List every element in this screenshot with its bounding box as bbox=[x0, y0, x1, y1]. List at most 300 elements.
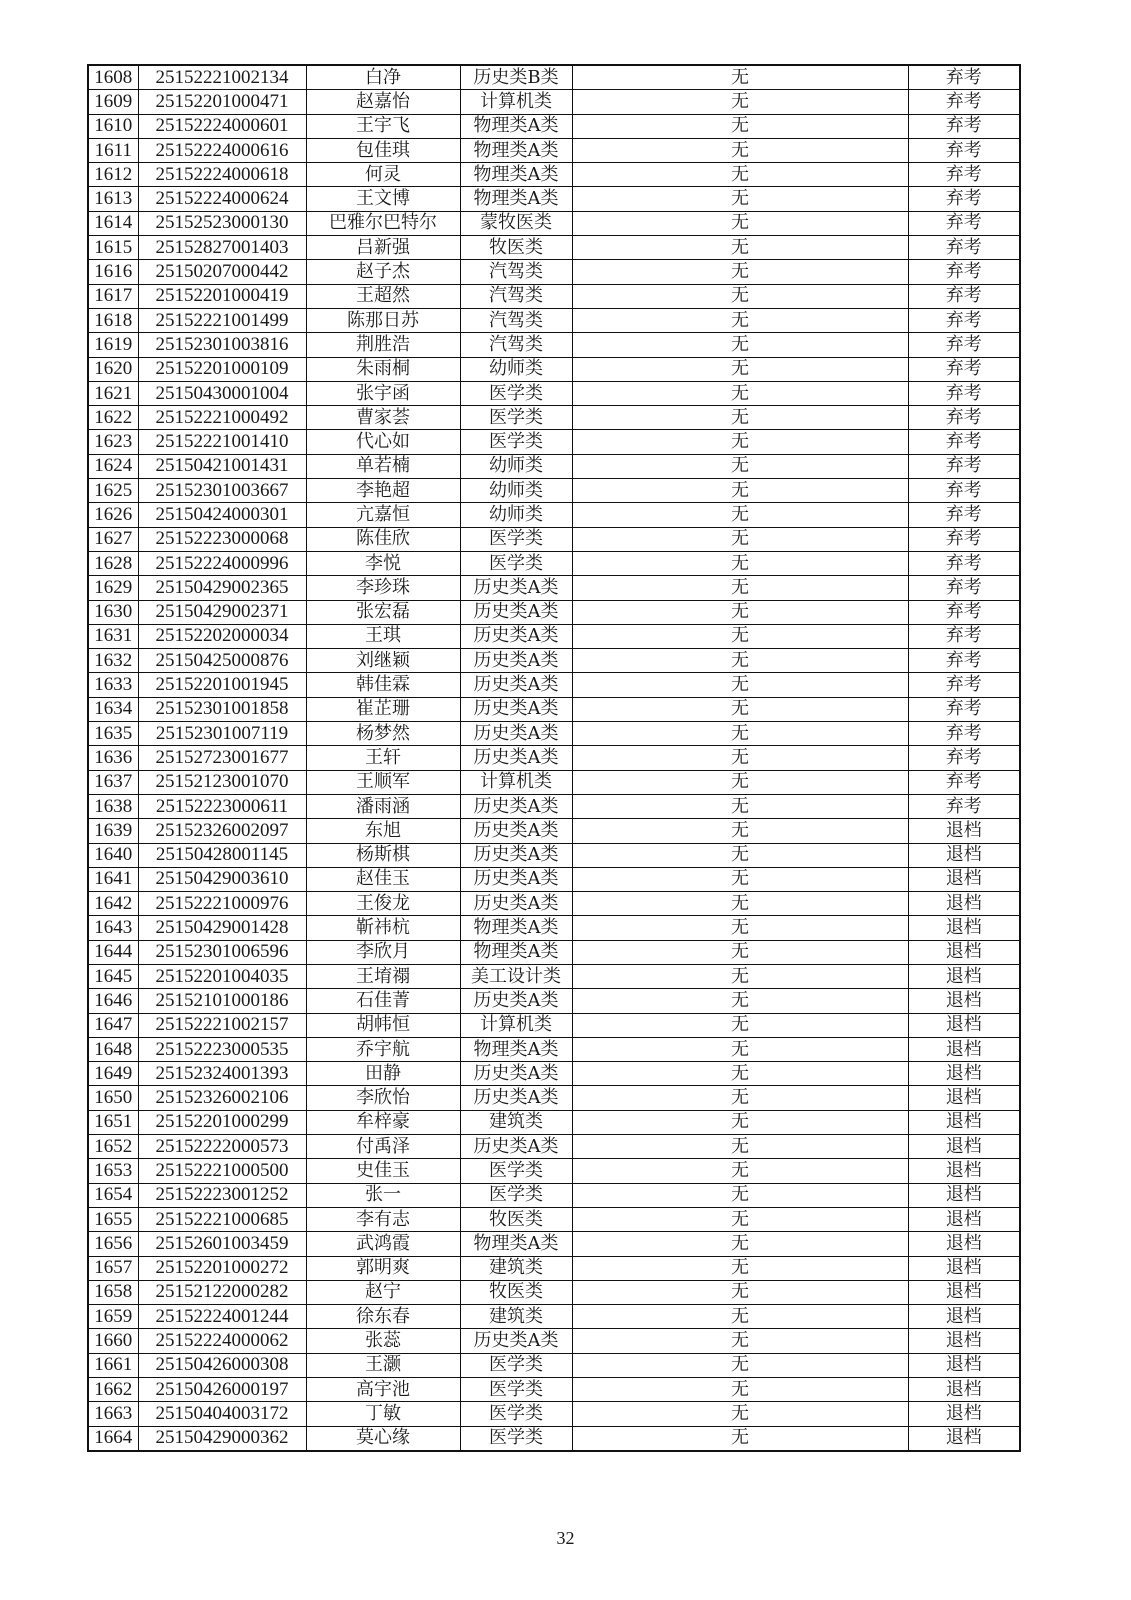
remark-cell: 无 bbox=[572, 624, 908, 648]
status-cell: 弃考 bbox=[908, 65, 1020, 90]
category-cell: 幼师类 bbox=[460, 357, 572, 381]
remark-cell: 无 bbox=[572, 114, 908, 138]
exam-id-cell: 25150404003172 bbox=[138, 1402, 306, 1426]
name-cell: 赵宁 bbox=[306, 1280, 460, 1304]
exam-id-cell: 25152224000062 bbox=[138, 1329, 306, 1353]
status-cell: 弃考 bbox=[908, 624, 1020, 648]
exam-id-cell: 25152202000034 bbox=[138, 624, 306, 648]
name-cell: 荆胜浩 bbox=[306, 333, 460, 357]
exam-id-cell: 25152326002097 bbox=[138, 819, 306, 843]
name-cell: 莫心缘 bbox=[306, 1426, 460, 1451]
status-cell: 弃考 bbox=[908, 406, 1020, 430]
table-row bbox=[88, 794, 1020, 818]
name-cell: 牟梓豪 bbox=[306, 1110, 460, 1134]
table-row bbox=[88, 479, 1020, 503]
exam-id-cell: 25150429002371 bbox=[138, 600, 306, 624]
status-cell: 退档 bbox=[908, 1037, 1020, 1061]
row-number-cell: 1638 bbox=[88, 794, 138, 818]
exam-id-cell: 25152224000624 bbox=[138, 187, 306, 211]
name-cell: 史佳玉 bbox=[306, 1159, 460, 1183]
table-row bbox=[88, 1086, 1020, 1110]
row-number-cell: 1645 bbox=[88, 964, 138, 988]
name-cell: 王文博 bbox=[306, 187, 460, 211]
exam-id-cell: 25152223000611 bbox=[138, 794, 306, 818]
exam-id-cell: 25150207000442 bbox=[138, 260, 306, 284]
name-cell: 代心如 bbox=[306, 430, 460, 454]
name-cell: 亢嘉恒 bbox=[306, 503, 460, 527]
table-row bbox=[88, 1378, 1020, 1402]
row-number-cell: 1634 bbox=[88, 697, 138, 721]
table-row bbox=[88, 284, 1020, 308]
name-cell: 朱雨桐 bbox=[306, 357, 460, 381]
status-cell: 退档 bbox=[908, 867, 1020, 891]
table-row bbox=[88, 551, 1020, 575]
row-number-cell: 1657 bbox=[88, 1256, 138, 1280]
remark-cell: 无 bbox=[572, 1256, 908, 1280]
category-cell: 物理类A类 bbox=[460, 187, 572, 211]
exam-id-cell: 25152301003667 bbox=[138, 479, 306, 503]
name-cell: 王顺军 bbox=[306, 770, 460, 794]
status-cell: 退档 bbox=[908, 1062, 1020, 1086]
table-row bbox=[88, 1207, 1020, 1231]
exam-id-cell: 25152224000996 bbox=[138, 551, 306, 575]
table-row bbox=[88, 1280, 1020, 1304]
remark-cell: 无 bbox=[572, 867, 908, 891]
remark-cell: 无 bbox=[572, 794, 908, 818]
row-number-cell: 1623 bbox=[88, 430, 138, 454]
category-cell: 历史类A类 bbox=[460, 722, 572, 746]
category-cell: 历史类A类 bbox=[460, 794, 572, 818]
name-cell: 杨梦然 bbox=[306, 722, 460, 746]
category-cell: 历史类A类 bbox=[460, 746, 572, 770]
name-cell: 王琪 bbox=[306, 624, 460, 648]
category-cell: 医学类 bbox=[460, 1402, 572, 1426]
status-cell: 退档 bbox=[908, 1378, 1020, 1402]
category-cell: 汽驾类 bbox=[460, 333, 572, 357]
table-row bbox=[88, 138, 1020, 162]
status-cell: 退档 bbox=[908, 843, 1020, 867]
name-cell: 郭明爽 bbox=[306, 1256, 460, 1280]
row-number-cell: 1626 bbox=[88, 503, 138, 527]
row-number-cell: 1648 bbox=[88, 1037, 138, 1061]
category-cell: 建筑类 bbox=[460, 1256, 572, 1280]
status-cell: 弃考 bbox=[908, 770, 1020, 794]
name-cell: 吕新强 bbox=[306, 236, 460, 260]
name-cell: 白净 bbox=[306, 65, 460, 90]
category-cell: 医学类 bbox=[460, 551, 572, 575]
category-cell: 医学类 bbox=[460, 1378, 572, 1402]
status-cell: 弃考 bbox=[908, 236, 1020, 260]
category-cell: 历史类A类 bbox=[460, 624, 572, 648]
exam-id-cell: 25152221000976 bbox=[138, 892, 306, 916]
status-cell: 退档 bbox=[908, 1256, 1020, 1280]
exam-id-cell: 25152201001945 bbox=[138, 673, 306, 697]
remark-cell: 无 bbox=[572, 1426, 908, 1451]
roster-table bbox=[87, 64, 1021, 1452]
status-cell: 退档 bbox=[908, 1207, 1020, 1231]
category-cell: 历史类A类 bbox=[460, 1086, 572, 1110]
exam-id-cell: 25152223001252 bbox=[138, 1183, 306, 1207]
roster-table-body bbox=[88, 65, 1020, 1451]
status-cell: 弃考 bbox=[908, 114, 1020, 138]
status-cell: 弃考 bbox=[908, 454, 1020, 478]
exam-id-cell: 25150425000876 bbox=[138, 649, 306, 673]
row-number-cell: 1627 bbox=[88, 527, 138, 551]
name-cell: 韩佳霖 bbox=[306, 673, 460, 697]
remark-cell: 无 bbox=[572, 1013, 908, 1037]
table-row bbox=[88, 308, 1020, 332]
row-number-cell: 1639 bbox=[88, 819, 138, 843]
status-cell: 弃考 bbox=[908, 503, 1020, 527]
row-number-cell: 1615 bbox=[88, 236, 138, 260]
page-number: 32 bbox=[556, 1528, 575, 1548]
status-cell: 退档 bbox=[908, 892, 1020, 916]
remark-cell: 无 bbox=[572, 1183, 908, 1207]
remark-cell: 无 bbox=[572, 1305, 908, 1329]
exam-id-cell: 25152122000282 bbox=[138, 1280, 306, 1304]
row-number-cell: 1650 bbox=[88, 1086, 138, 1110]
status-cell: 弃考 bbox=[908, 163, 1020, 187]
table-row bbox=[88, 381, 1020, 405]
name-cell: 田静 bbox=[306, 1062, 460, 1086]
category-cell: 历史类A类 bbox=[460, 649, 572, 673]
remark-cell: 无 bbox=[572, 843, 908, 867]
status-cell: 弃考 bbox=[908, 551, 1020, 575]
status-cell: 退档 bbox=[908, 940, 1020, 964]
remark-cell: 无 bbox=[572, 1207, 908, 1231]
remark-cell: 无 bbox=[572, 673, 908, 697]
status-cell: 退档 bbox=[908, 916, 1020, 940]
remark-cell: 无 bbox=[572, 940, 908, 964]
category-cell: 物理类A类 bbox=[460, 916, 572, 940]
table-row bbox=[88, 1037, 1020, 1061]
table-row bbox=[88, 1353, 1020, 1377]
name-cell: 曹家荟 bbox=[306, 406, 460, 430]
status-cell: 弃考 bbox=[908, 479, 1020, 503]
category-cell: 历史类A类 bbox=[460, 843, 572, 867]
status-cell: 弃考 bbox=[908, 381, 1020, 405]
table-row bbox=[88, 964, 1020, 988]
row-number-cell: 1659 bbox=[88, 1305, 138, 1329]
exam-id-cell: 25150426000197 bbox=[138, 1378, 306, 1402]
status-cell: 弃考 bbox=[908, 90, 1020, 114]
remark-cell: 无 bbox=[572, 479, 908, 503]
category-cell: 牧医类 bbox=[460, 1280, 572, 1304]
row-number-cell: 1610 bbox=[88, 114, 138, 138]
name-cell: 李欣怡 bbox=[306, 1086, 460, 1110]
status-cell: 弃考 bbox=[908, 138, 1020, 162]
remark-cell: 无 bbox=[572, 916, 908, 940]
category-cell: 汽驾类 bbox=[460, 284, 572, 308]
exam-id-cell: 25150428001145 bbox=[138, 843, 306, 867]
status-cell: 弃考 bbox=[908, 722, 1020, 746]
table-row bbox=[88, 1305, 1020, 1329]
exam-id-cell: 25152201000299 bbox=[138, 1110, 306, 1134]
remark-cell: 无 bbox=[572, 1110, 908, 1134]
remark-cell: 无 bbox=[572, 551, 908, 575]
row-number-cell: 1653 bbox=[88, 1159, 138, 1183]
status-cell: 弃考 bbox=[908, 430, 1020, 454]
row-number-cell: 1622 bbox=[88, 406, 138, 430]
category-cell: 历史类A类 bbox=[460, 600, 572, 624]
table-row bbox=[88, 819, 1020, 843]
remark-cell: 无 bbox=[572, 819, 908, 843]
row-number-cell: 1609 bbox=[88, 90, 138, 114]
name-cell: 张宏磊 bbox=[306, 600, 460, 624]
table-row bbox=[88, 357, 1020, 381]
remark-cell: 无 bbox=[572, 1159, 908, 1183]
remark-cell: 无 bbox=[572, 892, 908, 916]
category-cell: 医学类 bbox=[460, 1353, 572, 1377]
remark-cell: 无 bbox=[572, 138, 908, 162]
row-number-cell: 1618 bbox=[88, 308, 138, 332]
row-number-cell: 1621 bbox=[88, 381, 138, 405]
exam-id-cell: 25150430001004 bbox=[138, 381, 306, 405]
table-row bbox=[88, 649, 1020, 673]
exam-id-cell: 25152224000601 bbox=[138, 114, 306, 138]
category-cell: 计算机类 bbox=[460, 770, 572, 794]
exam-id-cell: 25152301001858 bbox=[138, 697, 306, 721]
remark-cell: 无 bbox=[572, 576, 908, 600]
exam-id-cell: 25152523000130 bbox=[138, 211, 306, 235]
name-cell: 东旭 bbox=[306, 819, 460, 843]
table-row bbox=[88, 576, 1020, 600]
name-cell: 单若楠 bbox=[306, 454, 460, 478]
name-cell: 崔芷珊 bbox=[306, 697, 460, 721]
category-cell: 物理类A类 bbox=[460, 1037, 572, 1061]
name-cell: 张一 bbox=[306, 1183, 460, 1207]
category-cell: 物理类A类 bbox=[460, 138, 572, 162]
row-number-cell: 1644 bbox=[88, 940, 138, 964]
table-row bbox=[88, 940, 1020, 964]
table-row bbox=[88, 1232, 1020, 1256]
remark-cell: 无 bbox=[572, 746, 908, 770]
row-number-cell: 1619 bbox=[88, 333, 138, 357]
row-number-cell: 1655 bbox=[88, 1207, 138, 1231]
status-cell: 退档 bbox=[908, 1353, 1020, 1377]
row-number-cell: 1625 bbox=[88, 479, 138, 503]
row-number-cell: 1612 bbox=[88, 163, 138, 187]
exam-id-cell: 25152223000068 bbox=[138, 527, 306, 551]
table-row bbox=[88, 843, 1020, 867]
exam-id-cell: 25152324001393 bbox=[138, 1062, 306, 1086]
name-cell: 王灏 bbox=[306, 1353, 460, 1377]
row-number-cell: 1649 bbox=[88, 1062, 138, 1086]
remark-cell: 无 bbox=[572, 1280, 908, 1304]
name-cell: 何灵 bbox=[306, 163, 460, 187]
category-cell: 历史类A类 bbox=[460, 1062, 572, 1086]
category-cell: 建筑类 bbox=[460, 1305, 572, 1329]
remark-cell: 无 bbox=[572, 308, 908, 332]
name-cell: 巴雅尔巴特尔 bbox=[306, 211, 460, 235]
category-cell: 幼师类 bbox=[460, 503, 572, 527]
exam-id-cell: 25152221002157 bbox=[138, 1013, 306, 1037]
row-number-cell: 1632 bbox=[88, 649, 138, 673]
category-cell: 医学类 bbox=[460, 1426, 572, 1451]
name-cell: 乔宇航 bbox=[306, 1037, 460, 1061]
remark-cell: 无 bbox=[572, 649, 908, 673]
category-cell: 物理类A类 bbox=[460, 1232, 572, 1256]
status-cell: 弃考 bbox=[908, 187, 1020, 211]
name-cell: 刘继颖 bbox=[306, 649, 460, 673]
row-number-cell: 1608 bbox=[88, 65, 138, 90]
remark-cell: 无 bbox=[572, 357, 908, 381]
exam-id-cell: 25152221001410 bbox=[138, 430, 306, 454]
category-cell: 牧医类 bbox=[460, 236, 572, 260]
row-number-cell: 1656 bbox=[88, 1232, 138, 1256]
status-cell: 退档 bbox=[908, 989, 1020, 1013]
name-cell: 李欣月 bbox=[306, 940, 460, 964]
remark-cell: 无 bbox=[572, 722, 908, 746]
row-number-cell: 1633 bbox=[88, 673, 138, 697]
remark-cell: 无 bbox=[572, 260, 908, 284]
name-cell: 胡帏恒 bbox=[306, 1013, 460, 1037]
row-number-cell: 1624 bbox=[88, 454, 138, 478]
exam-id-cell: 25152224000618 bbox=[138, 163, 306, 187]
exam-id-cell: 25152222000573 bbox=[138, 1135, 306, 1159]
table-row bbox=[88, 624, 1020, 648]
status-cell: 弃考 bbox=[908, 284, 1020, 308]
table-row bbox=[88, 697, 1020, 721]
category-cell: 历史类A类 bbox=[460, 867, 572, 891]
category-cell: 计算机类 bbox=[460, 90, 572, 114]
exam-id-cell: 25152201000419 bbox=[138, 284, 306, 308]
exam-id-cell: 25150429001428 bbox=[138, 916, 306, 940]
category-cell: 幼师类 bbox=[460, 454, 572, 478]
row-number-cell: 1629 bbox=[88, 576, 138, 600]
status-cell: 退档 bbox=[908, 1013, 1020, 1037]
status-cell: 弃考 bbox=[908, 357, 1020, 381]
status-cell: 弃考 bbox=[908, 333, 1020, 357]
table-row bbox=[88, 1329, 1020, 1353]
table-row bbox=[88, 1183, 1020, 1207]
row-number-cell: 1662 bbox=[88, 1378, 138, 1402]
table-row bbox=[88, 892, 1020, 916]
name-cell: 王宇飞 bbox=[306, 114, 460, 138]
remark-cell: 无 bbox=[572, 1378, 908, 1402]
status-cell: 弃考 bbox=[908, 697, 1020, 721]
table-row bbox=[88, 503, 1020, 527]
name-cell: 武鸿霞 bbox=[306, 1232, 460, 1256]
table-row bbox=[88, 211, 1020, 235]
category-cell: 医学类 bbox=[460, 406, 572, 430]
category-cell: 汽驾类 bbox=[460, 260, 572, 284]
table-row bbox=[88, 1256, 1020, 1280]
remark-cell: 无 bbox=[572, 65, 908, 90]
exam-id-cell: 25152223000535 bbox=[138, 1037, 306, 1061]
table-row bbox=[88, 1426, 1020, 1451]
row-number-cell: 1647 bbox=[88, 1013, 138, 1037]
exam-id-cell: 25152201000109 bbox=[138, 357, 306, 381]
category-cell: 美工设计类 bbox=[460, 964, 572, 988]
table-row bbox=[88, 236, 1020, 260]
name-cell: 付禹泽 bbox=[306, 1135, 460, 1159]
remark-cell: 无 bbox=[572, 236, 908, 260]
row-number-cell: 1663 bbox=[88, 1402, 138, 1426]
name-cell: 杨斯棋 bbox=[306, 843, 460, 867]
exam-id-cell: 25152201000272 bbox=[138, 1256, 306, 1280]
exam-id-cell: 25152827001403 bbox=[138, 236, 306, 260]
remark-cell: 无 bbox=[572, 1062, 908, 1086]
exam-id-cell: 25152123001070 bbox=[138, 770, 306, 794]
table-row bbox=[88, 916, 1020, 940]
exam-id-cell: 25152221000492 bbox=[138, 406, 306, 430]
name-cell: 包佳琪 bbox=[306, 138, 460, 162]
row-number-cell: 1664 bbox=[88, 1426, 138, 1451]
category-cell: 历史类A类 bbox=[460, 673, 572, 697]
category-cell: 汽驾类 bbox=[460, 308, 572, 332]
status-cell: 弃考 bbox=[908, 649, 1020, 673]
name-cell: 李艳超 bbox=[306, 479, 460, 503]
exam-id-cell: 25150429002365 bbox=[138, 576, 306, 600]
status-cell: 退档 bbox=[908, 1329, 1020, 1353]
status-cell: 退档 bbox=[908, 1135, 1020, 1159]
row-number-cell: 1631 bbox=[88, 624, 138, 648]
row-number-cell: 1642 bbox=[88, 892, 138, 916]
table-row bbox=[88, 1062, 1020, 1086]
status-cell: 弃考 bbox=[908, 260, 1020, 284]
exam-id-cell: 25152201000471 bbox=[138, 90, 306, 114]
table-row bbox=[88, 746, 1020, 770]
row-number-cell: 1661 bbox=[88, 1353, 138, 1377]
exam-id-cell: 25152221001499 bbox=[138, 308, 306, 332]
exam-id-cell: 25152301007119 bbox=[138, 722, 306, 746]
row-number-cell: 1614 bbox=[88, 211, 138, 235]
name-cell: 张蕊 bbox=[306, 1329, 460, 1353]
exam-id-cell: 25152201004035 bbox=[138, 964, 306, 988]
remark-cell: 无 bbox=[572, 1353, 908, 1377]
remark-cell: 无 bbox=[572, 430, 908, 454]
name-cell: 陈佳欣 bbox=[306, 527, 460, 551]
remark-cell: 无 bbox=[572, 333, 908, 357]
status-cell: 弃考 bbox=[908, 211, 1020, 235]
name-cell: 丁敏 bbox=[306, 1402, 460, 1426]
row-number-cell: 1646 bbox=[88, 989, 138, 1013]
table-row bbox=[88, 1402, 1020, 1426]
status-cell: 退档 bbox=[908, 1280, 1020, 1304]
table-row bbox=[88, 673, 1020, 697]
row-number-cell: 1641 bbox=[88, 867, 138, 891]
table-row bbox=[88, 90, 1020, 114]
exam-id-cell: 25150429003610 bbox=[138, 867, 306, 891]
row-number-cell: 1620 bbox=[88, 357, 138, 381]
category-cell: 医学类 bbox=[460, 381, 572, 405]
category-cell: 物理类A类 bbox=[460, 114, 572, 138]
status-cell: 退档 bbox=[908, 1110, 1020, 1134]
category-cell: 医学类 bbox=[460, 1183, 572, 1207]
remark-cell: 无 bbox=[572, 989, 908, 1013]
exam-id-cell: 25152224001244 bbox=[138, 1305, 306, 1329]
table-row bbox=[88, 333, 1020, 357]
table-row bbox=[88, 430, 1020, 454]
status-cell: 退档 bbox=[908, 1402, 1020, 1426]
name-cell: 王俊龙 bbox=[306, 892, 460, 916]
table-row bbox=[88, 527, 1020, 551]
row-number-cell: 1658 bbox=[88, 1280, 138, 1304]
remark-cell: 无 bbox=[572, 1086, 908, 1110]
category-cell: 牧医类 bbox=[460, 1207, 572, 1231]
category-cell: 物理类A类 bbox=[460, 940, 572, 964]
category-cell: 历史类A类 bbox=[460, 576, 572, 600]
table-row bbox=[88, 187, 1020, 211]
exam-id-cell: 25150426000308 bbox=[138, 1353, 306, 1377]
row-number-cell: 1652 bbox=[88, 1135, 138, 1159]
table-row bbox=[88, 65, 1020, 90]
row-number-cell: 1635 bbox=[88, 722, 138, 746]
remark-cell: 无 bbox=[572, 697, 908, 721]
exam-id-cell: 25152601003459 bbox=[138, 1232, 306, 1256]
category-cell: 历史类A类 bbox=[460, 1135, 572, 1159]
